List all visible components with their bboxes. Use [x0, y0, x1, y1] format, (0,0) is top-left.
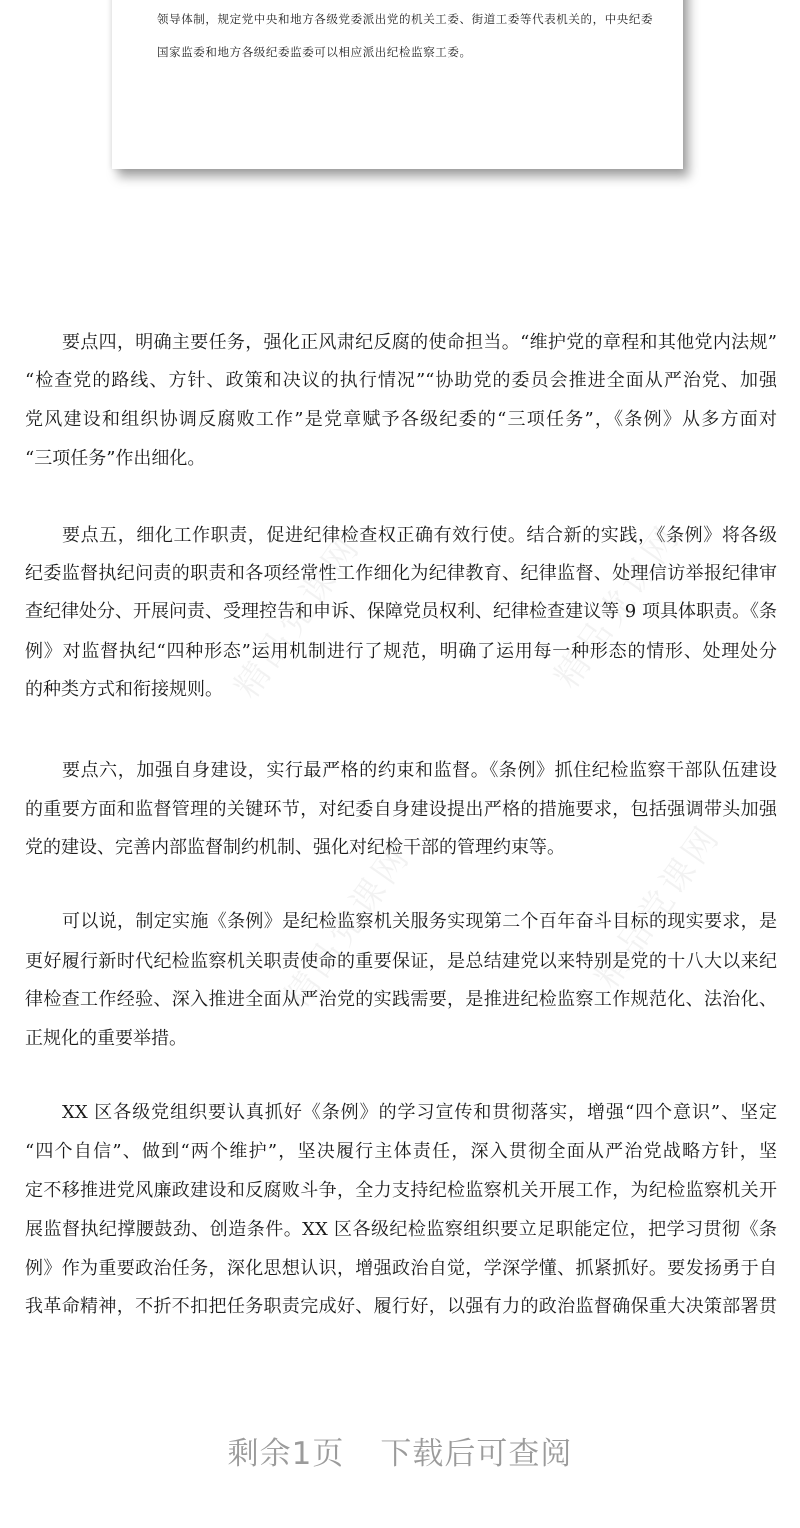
text-line: 纪委监督执纪问责的职责和各项经常性工作细化为纪律教育、纪律监督、处理信访举报纪律审 [25, 563, 777, 584]
preview-line: 领导体制，规定党中央和地方各级党委派出党的机关工委、街道工委等代表机关的，中央纪委 [157, 12, 654, 26]
text-line: 党的建设、完善内部监督制约机制、强化对纪检干部的管理约束等。 [25, 837, 565, 858]
text-line: “三项任务”作出细化。 [25, 448, 206, 469]
text-line: 展监督执纪撑腰鼓劲、创造条件。XX 区各级纪检监察组织要立足职能定位，把学习贯彻《条 [25, 1219, 777, 1240]
text-line: “检查党的路线、方针、政策和决议的执行情况”“协助党的委员会推进全面从严治党、加强 [25, 370, 777, 391]
text-line: 定不移推进党风廉政建设和反腐败斗争，全力支持纪检监察机关开展工作，为纪检监察机关开 [25, 1180, 777, 1201]
text-line: 例》作为重要政治任务，深化思想认识，增强政治自觉，学深学懂、抓紧抓好。要发扬勇于自 [25, 1258, 777, 1279]
text-line: 例》对监督执纪“四种形态”运用机制进行了规范，明确了运用每一种形态的情形、处理处分 [25, 641, 777, 662]
text-line: 更好履行新时代纪检监察机关职责使命的重要保证，是总结建党以来特别是党的十八大以来纪 [25, 951, 777, 972]
text-line: 党风建设和组织协调反腐败工作”是党章赋予各级纪委的“三项任务”，《条例》从多方面对 [25, 409, 777, 430]
text-line: 的种类方式和衔接规则。 [25, 679, 223, 700]
preview-line: 国家监委和地方各级纪委监委可以相应派出纪检监察工委。 [157, 45, 472, 59]
previous-page-preview [112, 0, 683, 169]
text-line: 的重要方面和监督管理的关键环节，对纪委自身建设提出严格的措施要求，包括强调带头加强 [25, 799, 777, 820]
watermark: 精品党课网 [586, 817, 729, 996]
text-line: 查纪律处分、开展问责、受理控告和申诉、保障党员权利、纪律检查建议等 9 项具体职责。《条 [25, 601, 777, 622]
text-line: 可以说，制定实施《条例》是纪检监察机关服务实现第二个百年奋斗目标的现实要求，是 [62, 911, 777, 932]
watermark: 精品党课网 [546, 517, 689, 696]
text-line: 要点五，细化工作职责，促进纪律检查权正确有效行使。结合新的实践，《条例》将各级 [62, 525, 777, 546]
text-line: 要点六，加强自身建设，实行最严格的约束和监督。《条例》抓住纪检监察干部队伍建设 [62, 760, 777, 781]
remaining-pages-label: 剩余1页 [227, 1436, 345, 1472]
text-line: 律检查工作经验、深入推进全面从严治党的实践需要，是推进纪检监察工作规范化、法治化、 [25, 989, 777, 1010]
download-hint-label: 下载后可查阅 [380, 1436, 573, 1472]
text-line: 正规化的重要举措。 [25, 1028, 187, 1049]
watermark: 精品党课网 [276, 837, 419, 1016]
text-line: XX 区各级党组织要认真抓好《条例》的学习宣传和贯彻落实，增强“四个意识”、坚定 [62, 1102, 777, 1123]
watermark: 精品党课网 [226, 527, 369, 706]
download-prompt[interactable] [0, 1428, 800, 1473]
text-line: “四个自信”、做到“两个维护”，坚决履行主体责任，深入贯彻全面从严治党战略方针，坚 [25, 1141, 777, 1162]
text-line: 我革命精神，不折不扣把任务职责完成好、履行好，以强有力的政治监督确保重大决策部署贯 [25, 1296, 777, 1317]
text-line: 要点四，明确主要任务，强化正风肃纪反腐的使命担当。“维护党的章程和其他党内法规” [62, 332, 777, 353]
